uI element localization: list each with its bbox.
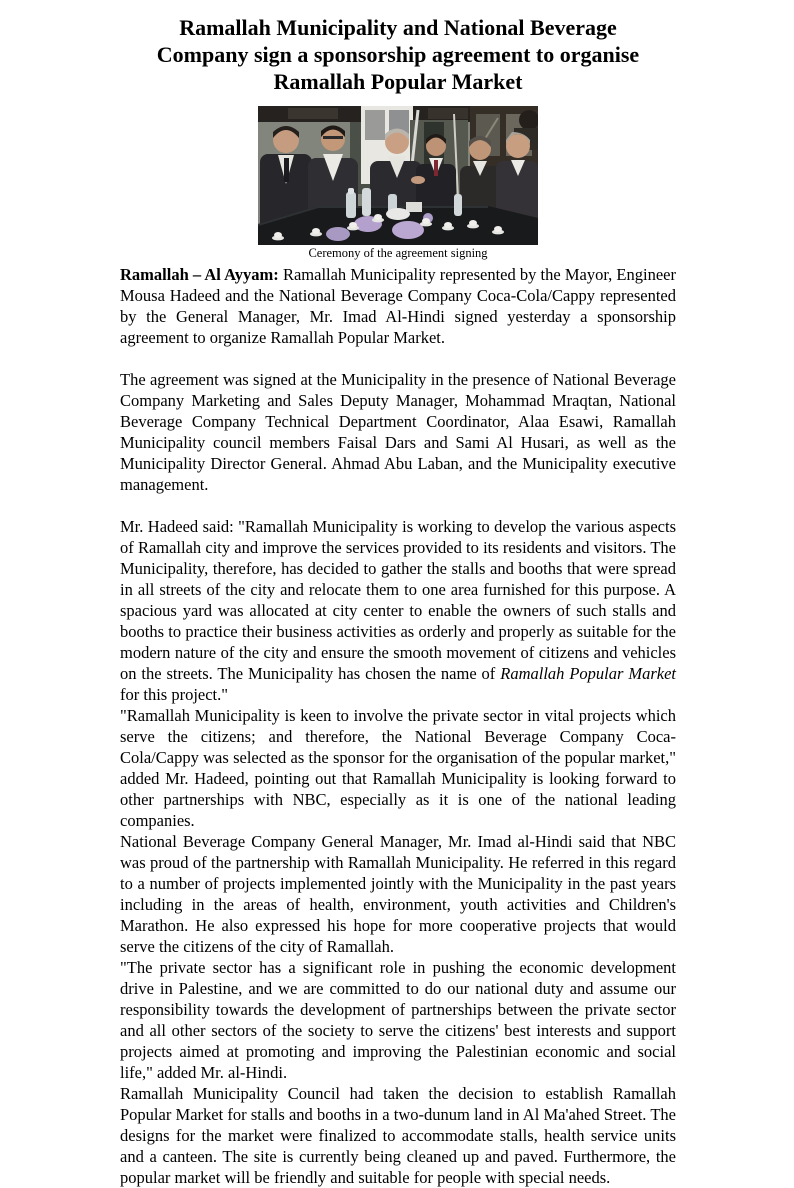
paragraph-council-decision: Ramallah Municipality Council had taken the decision to establish Ramallah Popular Market for stalls and booths in a two-dunum land in Al Ma'ahed Street. The designs for the market were finalized to accommodate stalls, health service units and a canteen. The site is currently being cleaned up and paved. Furthermore, the popular market will be friendly and suitable for people with special needs. — [120, 1084, 676, 1187]
paragraph-hadeed-quote: Mr. Hadeed said: "Ramallah Municipality is working to develop the various aspects of Ramallah city and improve the services provided to its residents and visitors. The Municipality, therefore, has decided to gather the stalls and booths that were spread in all streets of the city and relocate them to one area furnished for this purpose. A spacious yard was allocated at city center to enable the owners of such stalls and booths to practice their business activities as orderly and properly as suitable for the modern nature of the city and ensure the smooth movement of citizens and vehicles on the streets. The Municipality has chosen the name of Ramallah Popular Market for this project." — [120, 517, 676, 704]
paragraph-hindi: National Beverage Company General Manager, Mr. Imad al-Hindi said that NBC was proud of the partnership with Ramallah Municipality. He referred in this regard to a number of projects implemented jointly with the Municipality in the past years including in the areas of health, environment, youth activities and Children's Marathon. He also expressed his hope for more cooperative projects that would serve the citizens of the city of Ramallah. — [120, 832, 676, 956]
title-line-2: Company sign a sponsorship agreement to organise — [156, 42, 640, 67]
paragraph-attendees: The agreement was signed at the Municipality in the presence of National Beverage Company Marketing and Sales Deputy Manager, Mohammad Mraqtan, National Beverage Company Technical Department Coordinator, Alaa Esawi, Ramallah Municipality council members Faisal Dars and Sami Al Husari, as well as the Municipality Director General. Ahmad Abu Laban, and the Municipality executive management. — [120, 370, 676, 494]
paragraph-lead: Ramallah – Al Ayyam: Ramallah Municipality represented by the Mayor, Engineer Mousa Hadeed and the National Beverage Company Coca-Cola/Cappy represented by the General Manager, Mr. Imad Al-Hindi signed yesterday a sponsorship agreement to organize Ramallah Popular Market. — [120, 265, 676, 347]
photo-figure — [120, 106, 676, 261]
article-title — [120, 14, 676, 95]
title-line-3: Ramallah Popular Market — [273, 69, 523, 94]
article-body — [120, 264, 676, 1188]
ceremony-photo — [258, 106, 538, 245]
title-line-1: Ramallah Municipality and National Beverage — [179, 15, 617, 40]
paragraph-hindi-quote: "The private sector has a significant role in pushing the economic development drive in Palestine, and we are committed to do our national duty and assume our responsibility towards the development of partnerships between the private sector and all other sectors of the society to serve the citizens' best interests and support projects aimed at promoting and improving the Palestinian economic and social life," added Mr. al-Hindi. — [120, 958, 676, 1082]
paragraph-private-sector: "Ramallah Municipality is keen to involve the private sector in vital projects which serve the citizens; and therefore, the National Beverage Company Coca-Cola/Cappy was selected as the sponsor for the organisation of the popular market," added Mr. Hadeed, pointing out that Ramallah Municipality is looking forward to other partnerships with NBC, especially as it is one of the national leading companies. — [120, 706, 676, 830]
ceremony-photo-illustration — [258, 106, 538, 245]
photo-caption: Ceremony of the agreement signing — [308, 246, 488, 260]
